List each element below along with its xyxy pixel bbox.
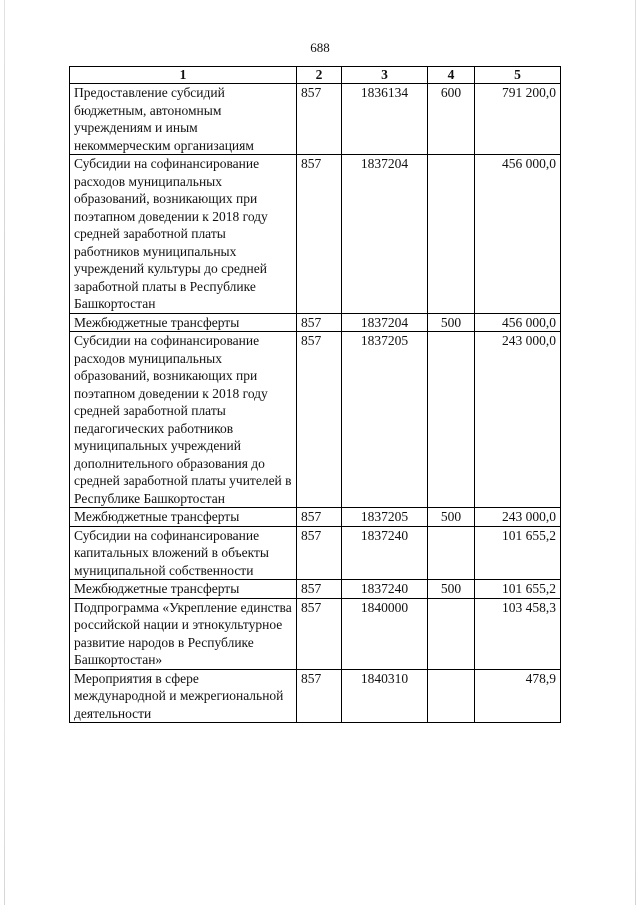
table-row (70, 84, 561, 155)
header-col-2: 2 (297, 67, 342, 84)
row-code: 857 (297, 508, 342, 527)
row-name: Мероприятия в сфере международной и межрегиональной деятельности (70, 669, 297, 723)
page-number: 688 (310, 40, 330, 55)
header-col-4: 4 (428, 67, 475, 84)
row-amount: 243 000,0 (475, 332, 561, 508)
row-name: Предоставление субсидий бюджетным, автономным учреждениям и иным некоммерческим организациям (70, 84, 297, 155)
row-type: 500 (428, 313, 475, 332)
row-name: Межбюджетные трансферты (70, 580, 297, 599)
table-row (70, 332, 561, 508)
row-target: 1837240 (342, 526, 428, 580)
header-col-3: 3 (342, 67, 428, 84)
row-target: 1837205 (342, 508, 428, 527)
row-code: 857 (297, 598, 342, 669)
scan-edge-right (635, 0, 636, 905)
budget-table (69, 66, 561, 723)
row-code: 857 (297, 669, 342, 723)
table-row (70, 669, 561, 723)
table-row (70, 155, 561, 314)
row-name: Межбюджетные трансферты (70, 313, 297, 332)
table-row (70, 580, 561, 599)
row-amount: 791 200,0 (475, 84, 561, 155)
table-row (70, 508, 561, 527)
table-row (70, 598, 561, 669)
row-name: Субсидии на софинансирование расходов муниципальных образований, возникающих при поэтапном доведении к 2018 году средней заработной платы педагогических работников муниципальных учреждений дополнительного образования до средней заработной платы учителей в Республике Башкортостан (70, 332, 297, 508)
row-type (428, 598, 475, 669)
row-name: Межбюджетные трансферты (70, 508, 297, 527)
scan-edge-left (4, 0, 5, 905)
row-name: Подпрограмма «Укрепление единства российской нации и этнокультурное развитие народов в Республике Башкортостан» (70, 598, 297, 669)
row-name: Субсидии на софинансирование расходов муниципальных образований, возникающих при поэтапном доведении к 2018 году средней заработной платы работников муниципальных учреждений культуры до средней заработной платы в Республике Башкортостан (70, 155, 297, 314)
row-code: 857 (297, 580, 342, 599)
row-name: Субсидии на софинансирование капитальных вложений в объекты муниципальной собственности (70, 526, 297, 580)
row-type (428, 526, 475, 580)
row-target: 1837240 (342, 580, 428, 599)
row-target: 1837204 (342, 155, 428, 314)
row-target: 1836134 (342, 84, 428, 155)
header-row (70, 67, 561, 84)
row-type: 500 (428, 508, 475, 527)
row-type: 600 (428, 84, 475, 155)
row-amount: 243 000,0 (475, 508, 561, 527)
row-code: 857 (297, 84, 342, 155)
row-amount: 103 458,3 (475, 598, 561, 669)
row-target: 1840000 (342, 598, 428, 669)
row-type (428, 669, 475, 723)
row-amount: 456 000,0 (475, 155, 561, 314)
row-code: 857 (297, 155, 342, 314)
row-type: 500 (428, 580, 475, 599)
table-row (70, 526, 561, 580)
row-code: 857 (297, 313, 342, 332)
row-type (428, 155, 475, 314)
row-amount: 456 000,0 (475, 313, 561, 332)
row-type (428, 332, 475, 508)
row-target: 1837205 (342, 332, 428, 508)
header-col-1: 1 (70, 67, 297, 84)
row-target: 1840310 (342, 669, 428, 723)
table-row (70, 313, 561, 332)
row-amount: 101 655,2 (475, 526, 561, 580)
row-amount: 101 655,2 (475, 580, 561, 599)
row-target: 1837204 (342, 313, 428, 332)
header-col-5: 5 (475, 67, 561, 84)
row-code: 857 (297, 526, 342, 580)
row-code: 857 (297, 332, 342, 508)
row-amount: 478,9 (475, 669, 561, 723)
